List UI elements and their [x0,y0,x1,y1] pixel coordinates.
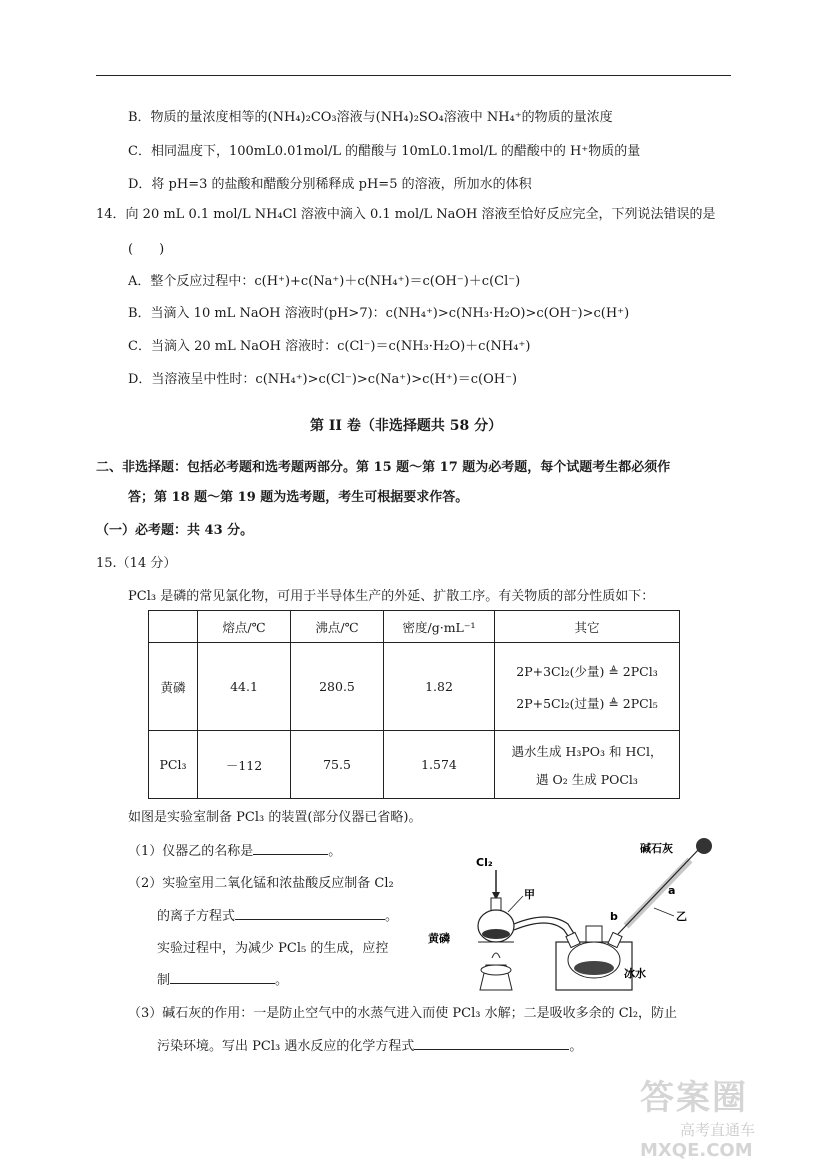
sub-question-2-line2 [157,905,398,924]
sub-question-2-end2: 。 [275,973,289,988]
table-cell-bp: 75.5 [291,731,384,799]
watermark-title: 答案圈 [640,1078,748,1118]
table-cell-other [495,731,680,799]
table-header-cell: 熔点/℃ [198,611,291,643]
flask-center-neck [586,926,602,942]
yellow-phosphorus-contents [482,929,510,939]
table-header-cell: 密度/g·mL⁻¹ [384,611,495,643]
flame [492,953,500,958]
pcl3-oxygen-reaction: 遇 O₂ 生成 POCl₃ [536,771,638,787]
table-cell-mp: 44.1 [198,643,291,731]
answer-blank-1[interactable] [253,842,328,855]
sub-question-1-end: 。 [328,844,342,859]
table-cell-bp: 280.5 [291,643,384,731]
table-header-row [149,611,680,643]
sub-question-2-line4 [157,969,288,988]
sub-question-3-line1: （3）碱石灰的作用：一是防止空气中的水蒸气进入而使 PCl₃ 水解；二是吸收多余的 Cl₂，防止 [128,1006,678,1021]
q13-option-c: C．相同温度下，100mL0.01mol/L 的醋酸与 10mL0.1mol/L 的醋酸中的 H⁺物质的量 [128,144,641,159]
sub-question-1-text: （1）仪器乙的名称是 [128,844,254,859]
table-cell-name: PCl₃ [149,731,198,799]
reaction-limited-cl2: 2P+3Cl₂(少量) ≜ 2PCl₃ [516,663,658,679]
q14-option-b: B．当滴入 10 mL NaOH 溶液时(pH>7)：c(NH₄⁺)>c(NH₃·H₂O)>c(OH⁻)>c(H⁺) [128,306,630,321]
jia-leader [508,896,523,912]
label-bingshui: 冰水 [624,967,646,980]
label-yi: 乙 [676,910,687,923]
figure-caption: 如图是实验室制备 PCl₃ 的装置(部分仪器已省略)。 [128,810,422,825]
soda-lime-bulb [696,838,712,854]
header-rule [96,75,731,76]
section2-intro-line1: 二、非选择题：包括必考题和选考题两部分。第 15 题～第 17 题为必考题，每个试题考生都必须作 [96,460,671,475]
sub-question-1 [128,840,341,859]
properties-table [148,610,680,799]
table-cell-mp: －112 [198,731,291,799]
sub-question-2-end: 。 [385,909,399,924]
q15-intro: PCl₃ 是磷的常见氯化物，可用于半导体生产的外延、扩散工序。有关物质的部分性质如下： [128,589,655,604]
table-cell-density: 1.82 [384,643,495,731]
answer-blank-2a[interactable] [235,907,385,920]
watermark-domain: MXQE.COM [640,1140,753,1161]
q15-number: 15.（14 分） [96,556,177,571]
q14-option-d: D．当溶液呈中性时：c(NH₄⁺)>c(Cl⁻)>c(Na⁺)>c(H⁺)＝c(OH⁻) [128,372,518,387]
table-row [149,643,680,731]
label-jia: 甲 [524,888,535,901]
section2-title: 第 II 卷（非选择题共 58 分） [310,418,503,434]
apparatus-diagram [428,830,728,1002]
flask-contents [574,961,614,975]
table-cell-name: 黄磷 [149,643,198,731]
answer-blank-3[interactable] [414,1037,569,1050]
label-cl2: Cl₂ [476,856,493,869]
reaction-excess-cl2: 2P+5Cl₂(过量) ≜ 2PCl₅ [516,695,658,711]
section2-intro-line2: 答；第 18 题～第 19 题为选考题，考生可根据要求作答。 [128,490,469,505]
sub-question-2-line3: 实验过程中，为减少 PCl₅ 的生成，应控 [157,941,389,956]
table-header-cell [149,611,198,643]
watermark-logo [640,1070,820,1165]
q14-stem: 14．向 20 mL 0.1 mol/L NH₄Cl 溶液中滴入 0.1 mol/L NaOH 溶液至恰好反应完全，下列说法错误的是 [96,207,716,222]
sub-question-3-text: 污染环境。写出 PCl₃ 遇水反应的化学方程式 [157,1039,415,1054]
answer-blank-2b[interactable] [170,971,275,984]
watermark-subtitle: 高考直通车 [680,1121,756,1139]
q13-option-b: B．物质的量浓度相等的(NH₄)₂CO₃溶液与(NH₄)₂SO₄溶液中 NH₄⁺的物质的量浓度 [128,110,613,125]
sub-question-2-ctrl: 制 [157,973,171,988]
sub-question-3-line2 [157,1035,582,1054]
table-header-cell: 其它 [495,611,680,643]
table-header-cell: 沸点/℃ [291,611,384,643]
q14-option-c: C．当滴入 20 mL NaOH 溶液时：c(Cl⁻)＝c(NH₃·H₂O)＋c(NH₄⁺) [128,339,531,354]
q14-option-a: A．整个反应过程中：c(H⁺)+c(Na⁺)＋c(NH₄⁺)＝c(OH⁻)＋c(Cl⁻) [128,274,521,289]
q14-answer-paren: ( ) [128,242,165,257]
table-cell-density: 1.574 [384,731,495,799]
pcl3-water-reaction: 遇水生成 H₃PO₃ 和 HCl， [511,743,663,759]
q13-option-d: D．将 pH=3 的盐酸和醋酸分别稀释成 pH=5 的溶液，所加水的体积 [128,177,532,192]
label-b: b [610,910,618,923]
label-jianshihui: 碱石灰 [640,842,673,855]
label-a: a [668,884,676,897]
sub-question-2-text: 的离子方程式 [157,909,236,924]
yi-leader [654,908,674,916]
alcohol-lamp-top [481,965,511,975]
table-cell-other [495,643,680,731]
label-huanglin: 黄磷 [428,932,450,945]
table-row [149,731,680,799]
sub-question-2-line1: （2）实验室用二氧化锰和浓盐酸反应制备 Cl₂ [128,876,394,891]
section2-part1: （一）必考题：共 43 分。 [96,523,254,538]
connecting-tube-inner [514,923,572,942]
sub-question-3-end: 。 [569,1039,583,1054]
